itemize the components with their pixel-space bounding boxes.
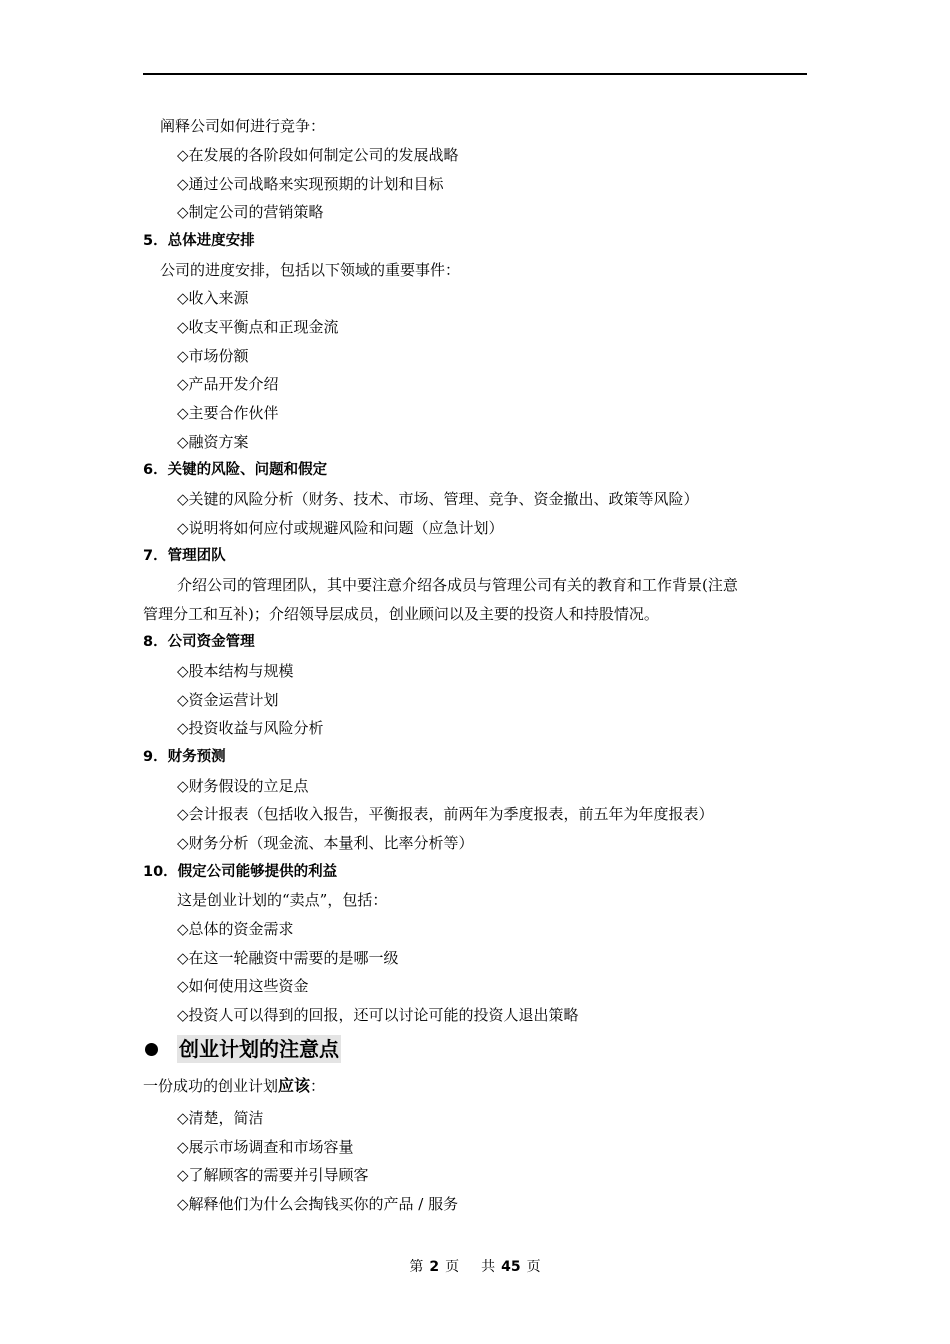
list-item: ◇展示市场调查和市场容量 [177,1138,354,1156]
list-item: ◇资金运营计划 [177,691,279,709]
paragraph-line: 管理分工和互补)；介绍领导层成员，创业顾问以及主要的投资人和持股情况。 [143,605,659,623]
notes-title: 创业计划的注意点 [179,1037,339,1061]
section-heading-10: 10．假定公司能够提供的利益 [143,864,338,880]
list-item: ◇主要合作伙伴 [177,404,279,422]
paragraph-line: 介绍公司的管理团队，其中要注意介绍各成员与管理公司有关的教育和工作背景(注意 [177,576,738,594]
list-item: ◇通过公司战略来实现预期的计划和目标 [177,175,444,193]
header-rule [143,73,807,75]
notes-intro-prefix: 一份成功的创业计划 [143,1077,279,1095]
section-heading-9: 9．财务预测 [143,749,226,765]
list-item: ◇财务假设的立足点 [177,777,309,795]
section-heading-6: 6．关键的风险、问题和假定 [143,462,328,478]
list-item: ◇投资收益与风险分析 [177,719,324,737]
list-item: ◇市场份额 [177,347,249,365]
section-desc: 公司的进度安排，包括以下领域的重要事件： [160,261,461,279]
notes-intro [143,1076,325,1096]
section-desc: 这是创业计划的“卖点”，包括： [177,891,388,909]
list-item: ◇说明将如何应付或规避风险和问题（应急计划） [177,519,504,537]
list-item: ◇关键的风险分析（财务、技术、市场、管理、竞争、资金撤出、政策等风险） [177,490,699,508]
list-item: ◇清楚，简洁 [177,1109,264,1127]
section-heading-8: 8．公司资金管理 [143,634,255,650]
list-item: ◇收支平衡点和正现金流 [177,318,339,336]
list-item: ◇了解顾客的需要并引导顾客 [177,1166,369,1184]
list-item: ◇投资人可以得到的回报，还可以讨论可能的投资人退出策略 [177,1006,579,1024]
list-item: ◇制定公司的营销策略 [177,203,324,221]
list-item: ◇融资方案 [177,433,249,451]
page-number: 2 [429,1259,440,1275]
list-item: ◇股本结构与规模 [177,662,294,680]
section-heading-5: 5．总体进度安排 [143,233,255,249]
notes-heading-row [143,1034,341,1064]
list-item: ◇总体的资金需求 [177,920,294,938]
total-suffix: 页 [526,1259,541,1275]
page-suffix: 页 [445,1259,460,1275]
page-prefix: 第 [409,1259,424,1275]
notes-intro-suffix: ： [310,1077,326,1095]
list-item: ◇会计报表（包括收入报告，平衡报表，前两年为季度报表，前五年为年度报表） [177,805,714,823]
notes-intro-emphasis: 应该 [278,1076,311,1095]
list-item: ◇在发展的各阶段如何制定公司的发展战略 [177,146,459,164]
intro-text: 阐释公司如何进行竞争： [160,117,326,135]
total-prefix: 共 [481,1259,496,1275]
list-item: ◇在这一轮融资中需要的是哪一级 [177,949,399,967]
bullet-dot-icon [145,1043,158,1056]
section-heading-7: 7．管理团队 [143,548,226,564]
page-footer [0,1257,950,1277]
list-item: ◇解释他们为什么会掏钱买你的产品 / 服务 [177,1195,459,1213]
total-pages: 45 [501,1259,521,1275]
list-item: ◇财务分析（现金流、本量利、比率分析等） [177,834,474,852]
list-item: ◇产品开发介绍 [177,375,279,393]
list-item: ◇如何使用这些资金 [177,977,309,995]
list-item: ◇收入来源 [177,289,249,307]
